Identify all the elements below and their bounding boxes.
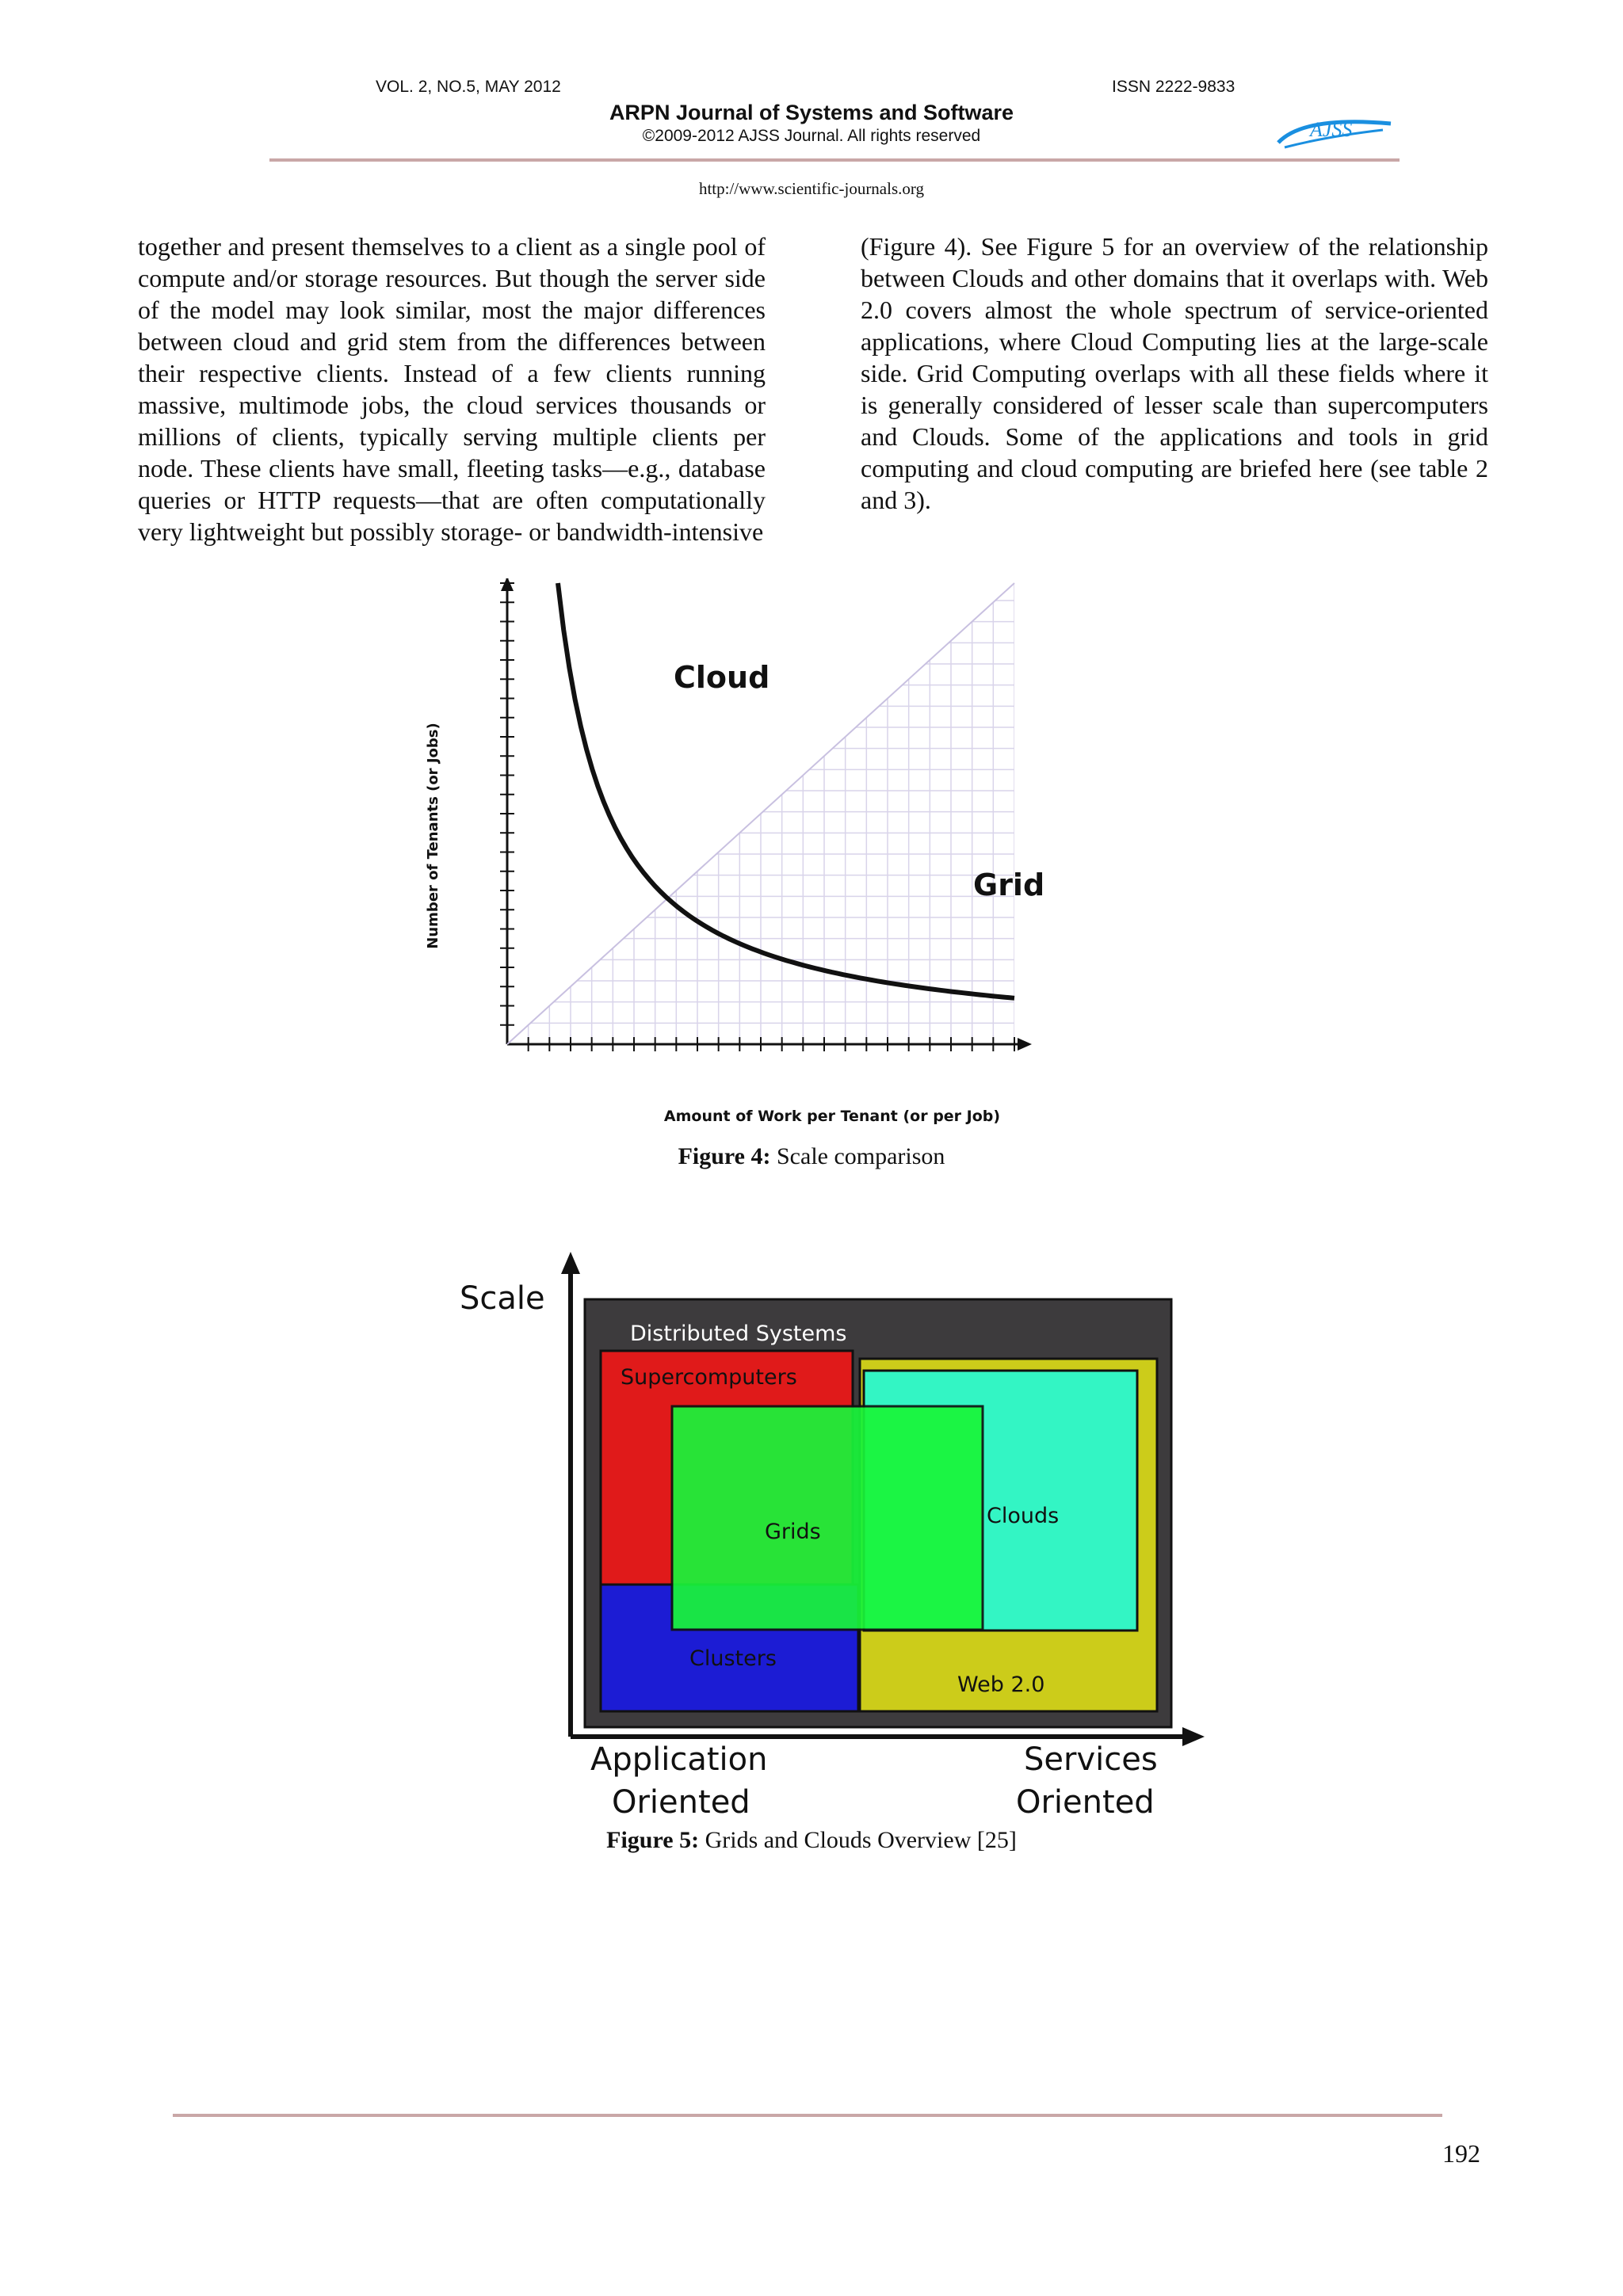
page-number: 192: [1442, 2139, 1480, 2168]
distributed-systems-label: Distributed Systems: [630, 1322, 847, 1346]
footer-divider: [173, 2114, 1442, 2117]
figure-5-caption: [0, 1827, 1623, 1854]
body-text-left-column: together and present themselves to a client as a single pool of compute and/or storage resources. But though the server side of the model may look similar, most the major differences between cloud and grid stem from the differences between their respective clients. Instead of a few clients running massive, multimode jobs, the cloud services thousands or millions of clients, typically serving multiple clients per node. These clients have small, fleeting tasks—e.g., database queries or HTTP requests—that are often computationally very lightweight but possibly storage- or bandwidth-intensive: [138, 232, 766, 546]
figure-5-grids-clouds-overview: [428, 1252, 1205, 1814]
y-axis-label: Number of Tenants (or Jobs): [425, 723, 441, 949]
scale-axis-label: Scale: [460, 1280, 545, 1317]
body-text-right-column: (Figure 4). See Figure 5 for an overview of the relationship between Clouds and other domains that it overlaps with. Web 2.0 covers almost the whole spectrum of service-oriented applications, where Cloud Computing lies at the large-scale side. Grid Computing overlaps with all these fields where it is generally considered of lesser scale than supercomputers and Clouds. Some of the applications and tools in grid computing and cloud computing are briefed here (see table 2 and 3).: [861, 232, 1488, 514]
journal-title: ARPN Journal of Systems and Software: [609, 101, 1014, 124]
figure-4-caption-text: Scale comparison: [770, 1143, 945, 1169]
volume-info: VOL. 2, NO.5, MAY 2012: [376, 78, 561, 96]
web-2-0-label: Web 2.0: [957, 1672, 1045, 1697]
services-oriented-label-line1: Services: [1024, 1741, 1158, 1778]
x-axis-arrow: [1018, 1038, 1032, 1051]
supercomputers-label: Supercomputers: [621, 1365, 797, 1390]
cloud-region-label: Cloud: [674, 660, 770, 695]
grid-region-label: Grid: [973, 868, 1045, 902]
figure-4-scale-comparison-chart: [412, 578, 1220, 1133]
grids-box: [672, 1406, 983, 1630]
issn-info: ISSN 2222-9833: [1112, 78, 1235, 96]
services-oriented-label-line2: Oriented: [1016, 1784, 1155, 1814]
journal-logo: [1272, 113, 1399, 152]
figure-5-caption-label: Figure 5:: [606, 1827, 700, 1853]
logo-text: AJSS: [1310, 118, 1353, 141]
journal-url: http://www.scientific-journals.org: [698, 179, 925, 198]
figure-4-caption: [0, 1143, 1623, 1170]
copyright-notice: ©2009-2012 AJSS Journal. All rights reserved: [642, 127, 981, 145]
x-axis-label: Amount of Work per Tenant (or per Job): [663, 1108, 1001, 1125]
clusters-label: Clusters: [689, 1646, 777, 1671]
grids-label: Grids: [765, 1520, 821, 1544]
orientation-axis-arrow: [1182, 1727, 1205, 1746]
header-divider: [269, 158, 1400, 162]
application-oriented-label-line1: Application: [590, 1741, 768, 1778]
figure-4-caption-label: Figure 4:: [678, 1143, 771, 1169]
scale-axis-arrow: [561, 1252, 580, 1274]
y-axis-arrow: [501, 578, 514, 591]
clouds-label: Clouds: [987, 1504, 1060, 1528]
application-oriented-label-line2: Oriented: [612, 1784, 750, 1814]
figure-5-caption-text: Grids and Clouds Overview [25]: [699, 1827, 1017, 1853]
